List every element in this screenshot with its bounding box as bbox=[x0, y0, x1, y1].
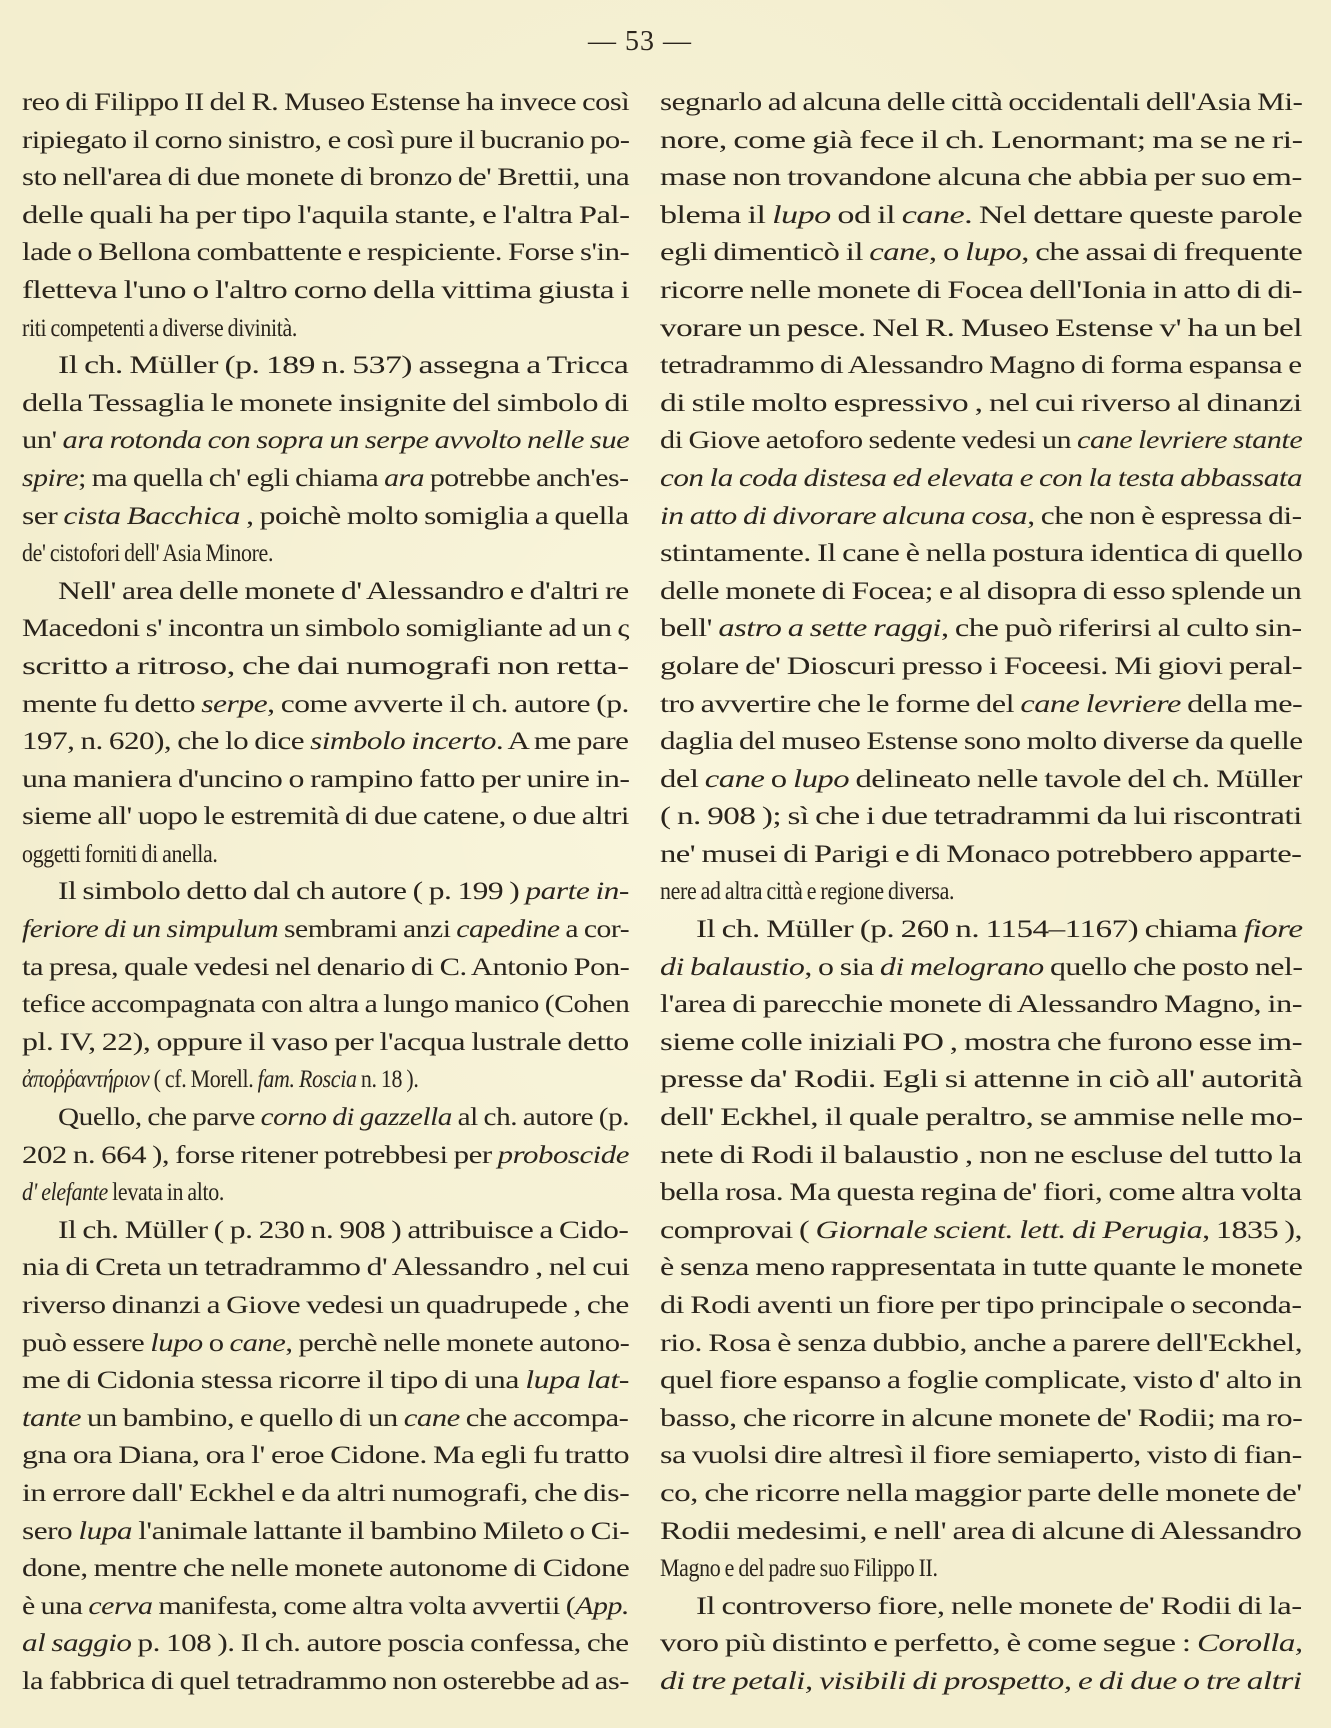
body-text: dell' Eckhel, il quale peraltro, se ammise nelle mo- bbox=[660, 1102, 1303, 1132]
text-line bbox=[22, 1023, 629, 1061]
italic-text: fam. Roscia bbox=[257, 1064, 357, 1094]
text-line bbox=[22, 1060, 629, 1098]
text-line bbox=[22, 948, 629, 986]
italic-text: cane bbox=[869, 237, 929, 267]
text-line bbox=[22, 1436, 629, 1474]
body-text: Nell' area delle monete d' Alessandro e d'altri re bbox=[58, 575, 629, 605]
body-text: tefice accompagnata con altra a lungo manico (Cohen bbox=[22, 989, 630, 1019]
body-text: . A me pare bbox=[495, 726, 629, 756]
text-line bbox=[660, 985, 1302, 1023]
text-line bbox=[22, 1248, 629, 1286]
body-text: egli dimenticò il bbox=[660, 237, 870, 267]
body-text: p. 108 ). Il ch. autore poscia confessa, che bbox=[131, 1628, 629, 1658]
italic-text: di balaustio bbox=[660, 951, 805, 981]
body-text: tetradrammo di Alessandro Magno di forma espansa e bbox=[660, 350, 1302, 380]
body-text: , che può riferirsi al culto sin- bbox=[940, 613, 1302, 643]
text-line bbox=[660, 835, 1302, 873]
body-text: che accompa- bbox=[459, 1402, 629, 1432]
body-text: Quello, che parve bbox=[58, 1102, 261, 1132]
body-text: nore, come già fece il ch. Lenormant; ma se ne ri- bbox=[660, 124, 1303, 154]
body-text: pl. IV, 22), oppure il vaso per l'acqua lustrale detto bbox=[22, 1026, 629, 1056]
italic-text: cerva bbox=[88, 1590, 153, 1620]
body-text: , perchè nelle monete autono- bbox=[285, 1327, 630, 1357]
text-line bbox=[22, 985, 629, 1023]
text-line bbox=[22, 346, 629, 384]
text-line bbox=[22, 497, 629, 535]
body-text: nia di Creta un tetradrammo d' Alessandro , nel cui bbox=[22, 1252, 630, 1282]
body-text: . Nel dettare queste parole bbox=[964, 199, 1303, 229]
text-line bbox=[22, 384, 629, 422]
text-line bbox=[22, 910, 629, 948]
body-text: mase non trovandone alcuna che abbia per suo em- bbox=[660, 162, 1302, 192]
body-text: sieme all' uopo le estremità di due catene, o due altri bbox=[22, 801, 629, 831]
text-line bbox=[660, 760, 1302, 798]
italic-text: tante bbox=[22, 1402, 82, 1432]
italic-text: cane bbox=[901, 199, 965, 229]
text-line bbox=[22, 459, 629, 497]
body-text: scritto a ritroso, che dai numografi non retta- bbox=[22, 650, 629, 680]
text-line bbox=[660, 1324, 1302, 1362]
text-line bbox=[660, 572, 1302, 610]
text-line bbox=[660, 83, 1302, 121]
body-text: sieme colle iniziali PO , mostra che furono esse im- bbox=[660, 1026, 1303, 1056]
italic-text: di tre petali, visibili di prospetto, e di due o tre altri bbox=[660, 1665, 1302, 1695]
text-line bbox=[22, 421, 629, 459]
italic-text: simbolo incerto bbox=[310, 726, 496, 756]
text-line bbox=[22, 609, 629, 647]
body-text: una maniera d'uncino o rampino fatto per unire in- bbox=[22, 763, 630, 793]
text-line bbox=[660, 1098, 1302, 1136]
text-line bbox=[22, 83, 629, 121]
text-line bbox=[660, 1173, 1302, 1211]
italic-text: ἀποῤῥαντήριον bbox=[22, 1064, 150, 1094]
text-line bbox=[660, 1549, 1302, 1587]
body-text: de' cistofori dell' Asia Minore. bbox=[22, 538, 274, 568]
italic-text: ara rotonda con sopra un serpe avvolto nelle sue bbox=[62, 425, 630, 455]
body-text: ricorre nelle monete di Focea dell'Ionia in atto di di- bbox=[660, 274, 1303, 304]
text-line bbox=[660, 1399, 1302, 1437]
body-text: riverso dinanzi a Giove vedesi un quadrupede , che bbox=[22, 1290, 629, 1319]
italic-text: Giornale scient. lett. di Perugia bbox=[815, 1214, 1203, 1244]
body-text: potrebbe anch'es- bbox=[424, 462, 629, 492]
body-text: un' bbox=[22, 425, 63, 455]
text-line bbox=[22, 1098, 629, 1136]
italic-text: lupo bbox=[793, 763, 850, 793]
body-text: a cor- bbox=[559, 914, 630, 944]
body-text: daglia del museo Estense sono molto diverse da quelle bbox=[660, 726, 1303, 756]
text-line bbox=[660, 797, 1302, 835]
text-line bbox=[22, 722, 629, 760]
italic-text: cane bbox=[704, 763, 765, 793]
italic-text: lupa bbox=[78, 1515, 133, 1545]
text-line bbox=[660, 1136, 1302, 1174]
text-line bbox=[22, 1324, 629, 1362]
text-line bbox=[22, 760, 629, 798]
text-line bbox=[660, 271, 1302, 309]
body-text: bella rosa. Ma questa regina de' fiori, come altra volta bbox=[660, 1177, 1302, 1207]
italic-text: capedine bbox=[456, 914, 560, 944]
text-line bbox=[660, 872, 1302, 910]
body-text: , che assai di frequente bbox=[1021, 237, 1303, 267]
body-text: golare de' Dioscuri presso i Foceesi. Mi giovi peral- bbox=[660, 650, 1303, 680]
text-line bbox=[660, 1361, 1302, 1399]
text-line bbox=[22, 797, 629, 835]
text-line bbox=[660, 1662, 1302, 1700]
italic-text: d' elefante bbox=[22, 1177, 108, 1207]
body-text: 197, n. 620), che lo dice bbox=[22, 726, 311, 756]
body-text: co, che ricorre nella maggior parte delle monete de' bbox=[660, 1477, 1302, 1507]
italic-text: lupo bbox=[965, 237, 1022, 267]
body-text: 202 n. 664 ), forse ritener potrebbesi per bbox=[22, 1139, 498, 1169]
body-text: basso, che ricorre in alcune monete de' Rodii; ma ro- bbox=[660, 1402, 1303, 1432]
italic-text: feriore di un simpulum bbox=[22, 914, 279, 944]
text-line bbox=[22, 572, 629, 610]
text-line bbox=[22, 1173, 629, 1211]
text-line bbox=[660, 384, 1302, 422]
body-text: Il controverso fiore, nelle monete de' Rodii di la- bbox=[696, 1590, 1302, 1620]
text-line bbox=[660, 1624, 1302, 1662]
body-text: Il simbolo detto dal ch autore ( p. 199 ) bbox=[58, 876, 526, 906]
italic-text: con la coda distesa ed elevata e con la testa abbassata bbox=[660, 462, 1303, 492]
text-line bbox=[22, 121, 629, 159]
text-line bbox=[660, 497, 1302, 535]
body-text: di Giove aetoforo sedente vedesi un bbox=[660, 425, 1078, 455]
body-text: done, mentre che nelle monete autonome di Cidone bbox=[22, 1553, 630, 1583]
body-text: nere ad altra città e regione diversa. bbox=[660, 876, 955, 906]
text-line bbox=[660, 647, 1302, 685]
text-line bbox=[22, 835, 629, 873]
text-line bbox=[660, 309, 1302, 347]
body-text: reo di Filippo II del R. Museo Estense ha invece così bbox=[22, 87, 630, 116]
text-line bbox=[660, 158, 1302, 196]
body-text: vorare un pesce. Nel R. Museo Estense v' ha un bel bbox=[660, 312, 1302, 342]
right-column bbox=[660, 83, 1302, 1700]
italic-text: lupa lat- bbox=[525, 1365, 629, 1395]
body-text: presse da' Rodii. Egli si attenne in ciò all' autorità bbox=[660, 1064, 1303, 1094]
text-line bbox=[660, 685, 1302, 723]
text-line bbox=[22, 534, 629, 572]
body-text: della Tessaglia le monete insignite del simbolo di bbox=[22, 387, 629, 417]
body-text: ( cf. Morell. bbox=[149, 1064, 258, 1094]
text-line bbox=[22, 685, 629, 723]
text-line bbox=[660, 1060, 1302, 1098]
body-text: la fabbrica di quel tetradrammo non osterebbe ad as- bbox=[22, 1665, 629, 1695]
text-line bbox=[660, 609, 1302, 647]
text-line bbox=[660, 948, 1302, 986]
text-line bbox=[660, 910, 1302, 948]
text-line bbox=[660, 459, 1302, 497]
body-text: riti competenti a diverse divinità. bbox=[22, 312, 298, 342]
body-text: , o bbox=[928, 237, 966, 267]
italic-text: corno di gazzella bbox=[260, 1102, 452, 1132]
body-text: , 1835 ), bbox=[1202, 1214, 1303, 1244]
italic-text: cane levriere stante bbox=[1077, 425, 1303, 455]
text-line bbox=[660, 196, 1302, 234]
body-text: tro avvertire che le forme del bbox=[660, 688, 1021, 718]
text-line bbox=[660, 1248, 1302, 1286]
text-line bbox=[22, 1624, 629, 1662]
italic-text: spire bbox=[22, 462, 79, 492]
body-text: del bbox=[660, 763, 705, 793]
body-text: un bambino, e quello di un bbox=[81, 1402, 404, 1432]
text-line bbox=[22, 872, 629, 910]
body-text: può essere bbox=[22, 1327, 151, 1357]
text-line bbox=[22, 271, 629, 309]
body-text: comprovai ( bbox=[660, 1214, 816, 1244]
text-line bbox=[22, 1399, 629, 1437]
body-text: stintamente. Il cane è nella postura identica di quello bbox=[660, 538, 1303, 568]
body-text: delle monete di Focea; e al disopra di esso splende un bbox=[660, 575, 1302, 605]
body-text: levata in alto. bbox=[107, 1177, 225, 1207]
body-text: me di Cidonia stessa ricorre il tipo di una bbox=[22, 1365, 526, 1395]
text-line bbox=[660, 722, 1302, 760]
text-line bbox=[660, 346, 1302, 384]
body-text: al ch. autore (p. bbox=[451, 1102, 630, 1132]
italic-text: cane bbox=[403, 1402, 460, 1432]
body-text: Il ch. Müller ( p. 230 n. 908 ) attribuisce a Cido- bbox=[58, 1214, 629, 1244]
text-line bbox=[660, 534, 1302, 572]
body-text: nete di Rodi il balaustio , non ne escluse del tutto la bbox=[660, 1139, 1302, 1169]
body-text: ripiegato il corno sinistro, e così pure il bucranio po- bbox=[22, 124, 630, 154]
body-text: quel fiore espanso a foglie complicate, visto d' alto in bbox=[660, 1365, 1302, 1395]
body-text: mente fu detto bbox=[22, 688, 202, 718]
text-line bbox=[22, 1662, 629, 1700]
text-line bbox=[660, 1512, 1302, 1550]
text-line bbox=[22, 1136, 629, 1174]
body-text: di stile molto espressivo , nel cui riverso al dinanzi bbox=[660, 387, 1302, 417]
text-line bbox=[22, 1211, 629, 1249]
italic-text: al saggio bbox=[22, 1628, 132, 1658]
body-text: sembrami anzi bbox=[278, 914, 457, 944]
italic-text: lupo bbox=[150, 1327, 203, 1357]
italic-text: proboscide bbox=[497, 1139, 629, 1169]
body-text: ( n. 908 ); sì che i due tetradrammi da lui riscontrati bbox=[660, 801, 1302, 831]
italic-text: cane bbox=[229, 1327, 286, 1357]
italic-text: cane levriere bbox=[1020, 688, 1181, 718]
body-text: segnarlo ad alcuna delle città occidentali dell'Asia Mi- bbox=[660, 87, 1303, 116]
text-line bbox=[22, 1549, 629, 1587]
body-text: voro più distinto e perfetto, è come segue : bbox=[660, 1628, 1198, 1658]
body-text: sa vuolsi dire altresì il fiore semiaperto, visto di fian- bbox=[660, 1440, 1302, 1470]
body-text: gna ora Diana, ora l' eroe Cidone. Ma egli fu tratto bbox=[22, 1440, 630, 1470]
body-text: è una bbox=[22, 1590, 89, 1620]
body-text: ta presa, quale vedesi nel denario di C. Antonio Pon- bbox=[22, 951, 630, 981]
body-text: Il ch. Müller (p. 189 n. 537) assegna a Tricca bbox=[58, 350, 629, 380]
left-column bbox=[22, 83, 629, 1700]
body-text: l'animale lattante il bambino Mileto o Ci- bbox=[132, 1515, 630, 1545]
body-text: Il ch. Müller (p. 260 n. 1154–1167) chiama bbox=[696, 914, 1244, 944]
text-line bbox=[22, 1587, 629, 1625]
italic-text: lupo bbox=[772, 199, 831, 229]
body-text: lade o Bellona combattente e respiciente. Forse s'in- bbox=[22, 237, 630, 267]
body-text: della me- bbox=[1180, 688, 1303, 718]
body-text: fletteva l'uno o l'altro corno della vittima giusta i bbox=[22, 274, 630, 304]
text-line bbox=[22, 158, 629, 196]
body-text: oggetti forniti di anella. bbox=[22, 838, 218, 868]
text-line bbox=[22, 1512, 629, 1550]
text-line bbox=[660, 121, 1302, 159]
body-text: manifesta, come altra volta avvertii ( bbox=[152, 1590, 576, 1620]
body-text: ne' musei di Parigi e di Monaco potrebbero apparte- bbox=[660, 838, 1302, 868]
body-text: rio. Rosa è senza dubbio, anche a parere dell'Eckhel, bbox=[660, 1327, 1303, 1357]
body-text: bell' bbox=[660, 613, 719, 643]
body-text: o bbox=[764, 763, 794, 793]
text-line bbox=[660, 1474, 1302, 1512]
body-text: Rodii medesimi, e nell' area di alcune di Alessandro bbox=[660, 1515, 1302, 1545]
text-line bbox=[22, 309, 629, 347]
text-line bbox=[22, 1361, 629, 1399]
body-text: ser bbox=[22, 500, 64, 530]
body-text: è senza meno rappresentata in tutte quante le monete bbox=[660, 1252, 1303, 1282]
body-text: , che non è espressa di- bbox=[1027, 500, 1302, 530]
text-line bbox=[660, 1587, 1302, 1625]
text-line bbox=[660, 233, 1302, 271]
body-text: delineato nelle tavole del ch. Müller bbox=[849, 763, 1302, 793]
text-line bbox=[660, 1436, 1302, 1474]
body-text: , o sia bbox=[804, 951, 880, 981]
body-text: in errore dall' Eckhel e da altri numografi, che dis- bbox=[22, 1477, 630, 1507]
italic-text: fiore bbox=[1243, 914, 1303, 944]
text-line bbox=[22, 196, 629, 234]
body-text: , poichè molto somiglia a quella bbox=[239, 500, 629, 530]
body-text: sero bbox=[22, 1515, 79, 1545]
body-text: n. 18 ). bbox=[356, 1064, 419, 1094]
body-text: Magno e del padre suo Filippo II. bbox=[660, 1553, 938, 1583]
italic-text: di melograno bbox=[879, 951, 1044, 981]
italic-text: App. bbox=[575, 1590, 630, 1620]
italic-text: parte in- bbox=[525, 876, 629, 906]
body-text: od il bbox=[830, 199, 902, 229]
body-text: ; ma quella ch' egli chiama bbox=[78, 462, 385, 492]
body-text: di Rodi aventi un fiore per tipo principale o seconda- bbox=[660, 1290, 1302, 1319]
body-text: delle quali ha per tipo l'aquila stante, e l'altra Pal- bbox=[22, 199, 630, 229]
italic-text: in atto di divorare alcuna cosa bbox=[660, 500, 1028, 530]
text-line bbox=[660, 421, 1302, 459]
text-line bbox=[22, 233, 629, 271]
italic-text: ara bbox=[384, 462, 425, 492]
italic-text: astro a sette raggi bbox=[718, 613, 941, 643]
italic-text: Corolla, bbox=[1197, 1628, 1303, 1658]
body-text: blema il bbox=[660, 199, 773, 229]
body-text: , come avverte il ch. autore (p. bbox=[267, 688, 629, 718]
body-text: quello che posto nel- bbox=[1043, 951, 1303, 981]
text-line bbox=[660, 1286, 1302, 1324]
text-line bbox=[660, 1211, 1302, 1249]
body-text: Macedoni s' incontra un simbolo somigliante ad un ς bbox=[22, 613, 629, 643]
italic-text: cista Bacchica bbox=[63, 500, 240, 530]
text-line bbox=[22, 1286, 629, 1324]
text-line bbox=[22, 1474, 629, 1512]
text-line bbox=[660, 1023, 1302, 1061]
body-text: l'area di parecchie monete di Alessandro Magno, in- bbox=[660, 989, 1303, 1019]
page-number: — 53 — bbox=[588, 26, 692, 57]
text-line bbox=[22, 647, 629, 685]
body-text: sto nell'area di due monete di bronzo de' Brettii, una bbox=[22, 162, 630, 192]
italic-text: serpe bbox=[201, 688, 268, 718]
body-text: o bbox=[202, 1327, 230, 1357]
